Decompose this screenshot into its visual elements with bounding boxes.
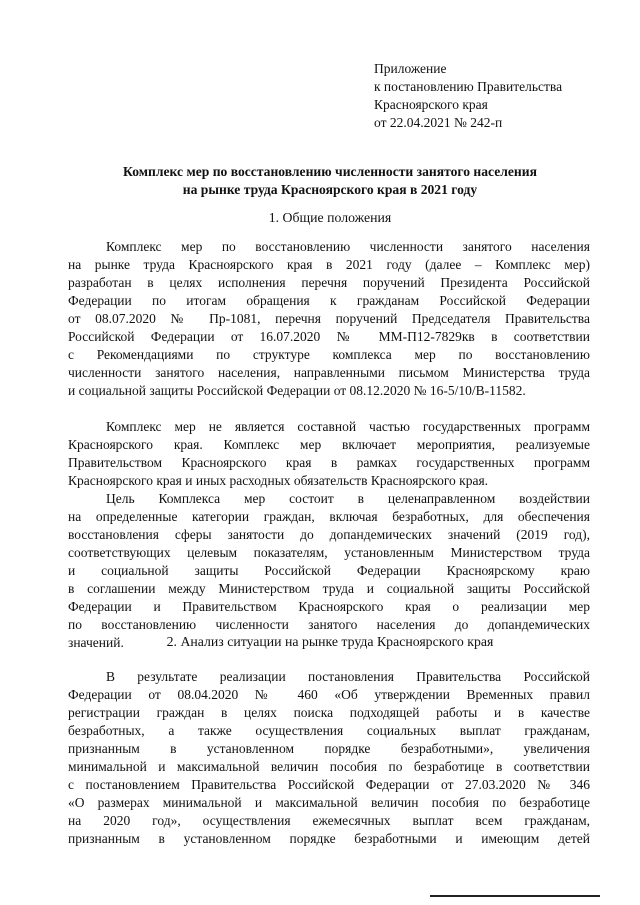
- text-line: с постановлением Правительства Российской Федерации от 27.03.2020 № 346: [68, 777, 590, 792]
- text-line: «О размерах минимальной и максимальной величин пособия по безработице: [68, 795, 590, 810]
- text-line: Федерации от 08.04.2020 № 460 «Об утверждении Временных правил: [68, 687, 590, 702]
- text-line: от 08.07.2020 № Пр-1081, перечня поручений Председателя Правительства: [68, 311, 590, 326]
- text-line: разработан в целях исполнения перечня поручений Президента Российской: [68, 275, 590, 290]
- annex-line: Приложение: [374, 61, 447, 76]
- text-line: на определенные категории граждан, включая безработных, для обеспечения: [68, 509, 590, 524]
- annex-block: [374, 60, 614, 132]
- text-line: Комплекс мер не является составной частью государственных программ: [106, 419, 590, 434]
- annex-line: к постановлению Правительства: [374, 79, 563, 94]
- paragraph: [68, 668, 590, 848]
- text-line: Российской Федерации от 16.07.2020 № ММ-П12-7829кв в соответствии: [68, 329, 590, 344]
- text-line: регистрации граждан в целях поиска подходящей работы и в качестве: [68, 705, 590, 720]
- section-heading-general: 1. Общие положения: [268, 210, 392, 225]
- text-line: В результате реализации постановления Правительства Российской: [106, 669, 590, 684]
- paragraph: [68, 490, 590, 652]
- text-line: Цель Комплекса мер состоит в целенаправленном воздействии: [106, 491, 590, 506]
- section-heading-analysis: 2. Анализ ситуации на рынке труда Красноярского края: [166, 634, 494, 649]
- text-line: значений.: [68, 635, 124, 650]
- annex-line: от 22.04.2021 № 242-п: [374, 115, 503, 130]
- annex-line: Красноярского края: [374, 97, 488, 112]
- text-line: восстановления сферы занятости до допандемических значений (2019 год),: [68, 527, 590, 542]
- text-line: безработных, а также осуществления социальных выплат гражданам,: [68, 723, 590, 738]
- paragraph: [68, 238, 590, 400]
- text-line: соответствующих целевым показателям, установленным Министерством труда: [68, 545, 590, 560]
- text-line: признанным в установленном порядке безработными», увеличения: [68, 741, 590, 756]
- title-line: Комплекс мер по восстановлению численности занятого населения: [123, 164, 537, 179]
- document-title: [60, 163, 600, 199]
- text-line: минимальной и максимальной величин пособия по безработице в соответствии: [68, 759, 590, 774]
- text-line: Федерации по итогам обращения к гражданам Российской Федерации: [68, 293, 590, 308]
- page-bottom-rule: [430, 895, 600, 897]
- text-line: с Рекомендациями по структуре комплекса мер по восстановлению: [68, 347, 590, 362]
- text-line: и социальной защиты Российской Федерации Красноярскому краю: [68, 563, 590, 578]
- title-line: на рынке труда Красноярского края в 2021 году: [182, 182, 478, 197]
- text-line: Правительством Красноярского края в рамках государственных программ: [68, 455, 590, 470]
- text-line: Комплекс мер по восстановлению численности занятого населения: [106, 239, 590, 254]
- paragraph: [68, 418, 590, 490]
- text-line: Красноярского края. Комплекс мер включает мероприятия, реализуемые: [68, 437, 590, 452]
- text-line: и социальной защиты Российской Федерации от 08.12.2020 № 16-5/10/В-11582.: [68, 383, 526, 398]
- text-line: Красноярского края и иных расходных обязательств Красноярского края.: [68, 473, 489, 488]
- text-line: на 2020 год», осуществления ежемесячных выплат всем гражданам,: [68, 813, 590, 828]
- text-line: на рынке труда Красноярского края в 2021 году (далее – Комплекс мер): [68, 257, 590, 272]
- text-line: по восстановлению численности занятого населения до допандемических: [68, 617, 590, 632]
- text-line: Федерации и Правительством Красноярского края о реализации мер: [68, 599, 590, 614]
- text-line: признанным в установленном порядке безработными и имеющим детей: [68, 831, 590, 846]
- text-line: в соглашении между Министерством труда и социальной защиты Российской: [68, 581, 590, 596]
- text-line: численности занятого населения, направленными письмом Министерства труда: [68, 365, 590, 380]
